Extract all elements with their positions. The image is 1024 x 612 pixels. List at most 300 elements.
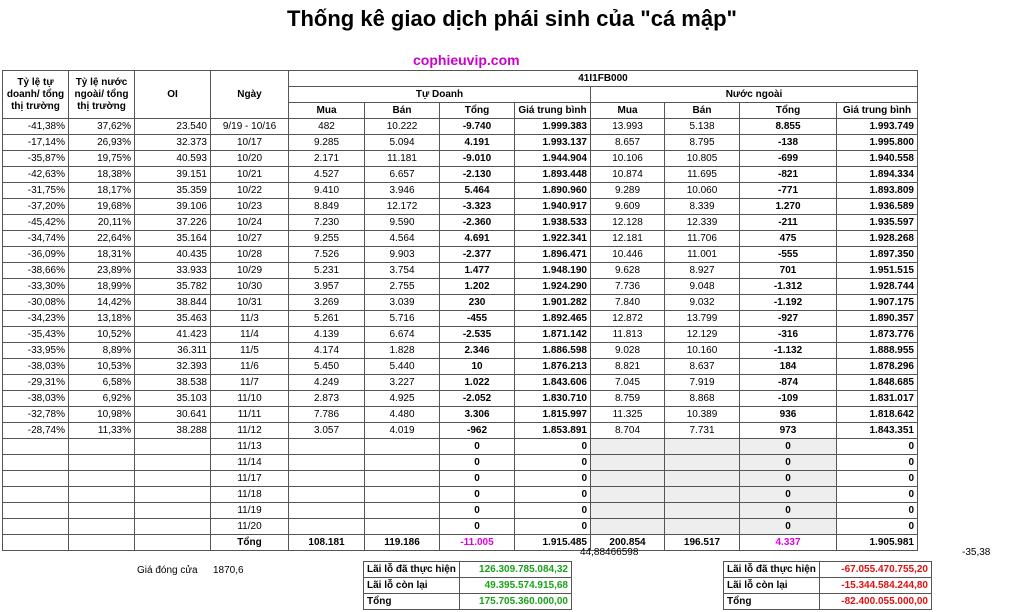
cell-nn-gia: 0 [837, 455, 918, 471]
cell-nn-tong: 0 [740, 503, 837, 519]
pl-nn-open-value: -15.344.584.244,80 [820, 578, 932, 594]
cell-oi [135, 487, 211, 503]
cell-ty-le-tu-doanh: -41,38% [3, 119, 69, 135]
cell-oi: 39.106 [135, 199, 211, 215]
table-row [3, 407, 918, 423]
cell-td-ban [365, 487, 440, 503]
cell-ty-le-nuoc-ngoai [69, 487, 135, 503]
cell-ngay: 11/19 [211, 503, 289, 519]
cell-nn-gia: 1.831.017 [837, 391, 918, 407]
cell-td-ban: 3.227 [365, 375, 440, 391]
cell-td-gia: 0 [515, 487, 591, 503]
cell-td-gia: 1.853.891 [515, 423, 591, 439]
cell-nn-ban: 10.389 [665, 407, 740, 423]
cell-td-ban: 5.716 [365, 311, 440, 327]
cell-ngay: 10/21 [211, 167, 289, 183]
nn-diff: -35,38 [962, 547, 991, 558]
cell-td-gia: 1.843.606 [515, 375, 591, 391]
cell-nn-ban [665, 471, 740, 487]
cell-ty-le-nuoc-ngoai: 14,42% [69, 295, 135, 311]
cell-ngay: 11/14 [211, 455, 289, 471]
cell-nn-mua: 7.045 [591, 375, 665, 391]
cell-td-mua: 482 [289, 119, 365, 135]
cell-nn-ban [665, 487, 740, 503]
cell-ty-le-tu-doanh: -42,63% [3, 167, 69, 183]
cell-oi: 30.641 [135, 407, 211, 423]
table-row [3, 311, 918, 327]
cell-nn-tong: -138 [740, 135, 837, 151]
cell-oi: 32.373 [135, 135, 211, 151]
cell-td-tong: -9.010 [440, 151, 515, 167]
cell-td-tong: -3.323 [440, 199, 515, 215]
cell-oi: 39.151 [135, 167, 211, 183]
cell-ngay: 10/22 [211, 183, 289, 199]
cell-nn-ban: 13.799 [665, 311, 740, 327]
cell-nn-gia: 1.843.351 [837, 423, 918, 439]
cell-ty-le-tu-doanh: -38,03% [3, 359, 69, 375]
cell-oi: 36.311 [135, 343, 211, 359]
cell-oi: 38.844 [135, 295, 211, 311]
cell-td-gia: 1.830.710 [515, 391, 591, 407]
cell-td-ban: 5.094 [365, 135, 440, 151]
cell-td-gia: 1.944.904 [515, 151, 591, 167]
cell-td-tong: 1.477 [440, 263, 515, 279]
cell-td-tong: 1.022 [440, 375, 515, 391]
cell-ty-le-nuoc-ngoai: 6,92% [69, 391, 135, 407]
cell-nn-ban: 12.129 [665, 327, 740, 343]
cell-ngay: 11/7 [211, 375, 289, 391]
cell-td-mua: 8.849 [289, 199, 365, 215]
table-row [3, 503, 918, 519]
cell-ty-le-nuoc-ngoai [69, 503, 135, 519]
cell-ty-le-nuoc-ngoai [69, 519, 135, 535]
cell-td-ban [365, 503, 440, 519]
cell-nn-gia: 1.928.744 [837, 279, 918, 295]
cell-td-tong: 0 [440, 439, 515, 455]
table-row [3, 119, 918, 135]
table-row [3, 375, 918, 391]
cell-ty-le-nuoc-ngoai: 10,52% [69, 327, 135, 343]
cell-td-tong: -2.052 [440, 391, 515, 407]
table-row [3, 343, 918, 359]
cell-ty-le-nuoc-ngoai: 37,62% [69, 119, 135, 135]
cell-nn-mua: 8.704 [591, 423, 665, 439]
cell-nn-mua: 9.609 [591, 199, 665, 215]
cell-nn-mua [591, 455, 665, 471]
cell-ngay: 10/31 [211, 295, 289, 311]
cell-nn-ban [665, 455, 740, 471]
cell-nn-ban [665, 439, 740, 455]
cell-nn-tong: -874 [740, 375, 837, 391]
cell-nn-ban: 7.731 [665, 423, 740, 439]
cell-ngay: 10/20 [211, 151, 289, 167]
cell-ngay: 10/24 [211, 215, 289, 231]
cell-ngay: 10/17 [211, 135, 289, 151]
cell-ty-le-nuoc-ngoai: 23,89% [69, 263, 135, 279]
cell-td-ban: 3.946 [365, 183, 440, 199]
cell-ty-le-tu-doanh: -33,30% [3, 279, 69, 295]
header-oi: OI [135, 71, 211, 119]
cell-ngay: 10/27 [211, 231, 289, 247]
cell-td-ban: 11.181 [365, 151, 440, 167]
cell-nn-mua [591, 519, 665, 535]
cell-nn-tong: 0 [740, 439, 837, 455]
cell-td-gia: 0 [515, 503, 591, 519]
cell-td-mua [289, 439, 365, 455]
cell-nn-mua: 8.657 [591, 135, 665, 151]
cell-nn-ban: 10.805 [665, 151, 740, 167]
cell-td-ban [365, 471, 440, 487]
cell-oi: 35.463 [135, 311, 211, 327]
total-nn-tong: 4.337 [740, 535, 837, 551]
cell-nn-mua: 12.872 [591, 311, 665, 327]
cell-nn-tong: -1.312 [740, 279, 837, 295]
pl-td-total-value: 175.705.360.000,00 [460, 594, 572, 610]
cell-nn-mua [591, 503, 665, 519]
cell-nn-tong: -211 [740, 215, 837, 231]
cell-ngay: 11/20 [211, 519, 289, 535]
cell-nn-ban: 8.339 [665, 199, 740, 215]
cell-ngay: 11/13 [211, 439, 289, 455]
cell-ty-le-nuoc-ngoai: 11,33% [69, 423, 135, 439]
cell-oi: 41.423 [135, 327, 211, 343]
cell-nn-ban: 9.032 [665, 295, 740, 311]
table-row [3, 391, 918, 407]
cell-nn-tong: 0 [740, 471, 837, 487]
cell-td-tong: -2.377 [440, 247, 515, 263]
cell-td-mua: 4.527 [289, 167, 365, 183]
cell-ty-le-tu-doanh: -38,03% [3, 391, 69, 407]
cell-td-ban: 6.674 [365, 327, 440, 343]
cell-td-tong: 4.191 [440, 135, 515, 151]
header-nn-mua: Mua [591, 103, 665, 119]
header-nn-gia: Giá trung bình [837, 103, 918, 119]
header-nn-tong: Tổng [740, 103, 837, 119]
table-row [3, 135, 918, 151]
cell-td-mua: 5.450 [289, 359, 365, 375]
cell-ty-le-tu-doanh: -35,87% [3, 151, 69, 167]
cell-ty-le-tu-doanh [3, 455, 69, 471]
cell-nn-gia: 1.890.357 [837, 311, 918, 327]
cell-td-mua: 7.230 [289, 215, 365, 231]
cell-oi: 23.540 [135, 119, 211, 135]
cell-nn-gia: 1.995.800 [837, 135, 918, 151]
cell-nn-tong: 0 [740, 455, 837, 471]
cell-td-mua: 4.249 [289, 375, 365, 391]
cell-oi: 33.933 [135, 263, 211, 279]
cell-td-mua: 3.269 [289, 295, 365, 311]
cell-td-mua: 4.139 [289, 327, 365, 343]
cell-nn-mua: 9.289 [591, 183, 665, 199]
header-tu-doanh: Tự Doanh [289, 87, 591, 103]
cell-td-tong: -455 [440, 311, 515, 327]
cell-td-gia: 1.886.598 [515, 343, 591, 359]
cell-oi: 37.226 [135, 215, 211, 231]
pl-nuoc-ngoai-table [723, 561, 932, 610]
cell-td-ban: 2.755 [365, 279, 440, 295]
table-row [3, 167, 918, 183]
cell-td-gia: 1.901.282 [515, 295, 591, 311]
cell-nn-mua: 13.993 [591, 119, 665, 135]
cell-ty-le-nuoc-ngoai: 19,68% [69, 199, 135, 215]
cell-nn-mua: 10.874 [591, 167, 665, 183]
cell-ty-le-tu-doanh: -37,20% [3, 199, 69, 215]
cell-nn-tong: 475 [740, 231, 837, 247]
closing-price-label: Giá đóng cửa [137, 565, 198, 576]
cell-nn-gia: 1.894.334 [837, 167, 918, 183]
cell-ty-le-nuoc-ngoai: 10,98% [69, 407, 135, 423]
cell-nn-tong: 1.270 [740, 199, 837, 215]
cell-td-ban: 10.222 [365, 119, 440, 135]
cell-oi: 35.164 [135, 231, 211, 247]
cell-nn-gia: 0 [837, 487, 918, 503]
cell-td-tong: 2.346 [440, 343, 515, 359]
cell-nn-gia: 1.993.749 [837, 119, 918, 135]
cell-td-gia: 1.993.137 [515, 135, 591, 151]
cell-ty-le-nuoc-ngoai: 13,18% [69, 311, 135, 327]
cell-ty-le-nuoc-ngoai: 19,75% [69, 151, 135, 167]
cell-nn-gia: 1.936.589 [837, 199, 918, 215]
cell-nn-mua: 12.128 [591, 215, 665, 231]
cell-nn-tong: -109 [740, 391, 837, 407]
cell-nn-ban: 8.795 [665, 135, 740, 151]
cell-nn-ban: 10.060 [665, 183, 740, 199]
table-row [3, 231, 918, 247]
cell-nn-ban: 10.160 [665, 343, 740, 359]
cell-nn-gia: 0 [837, 439, 918, 455]
cell-td-ban: 4.564 [365, 231, 440, 247]
cell-td-mua: 2.873 [289, 391, 365, 407]
cell-ngay: 9/19 - 10/16 [211, 119, 289, 135]
cell-td-mua: 7.786 [289, 407, 365, 423]
cell-td-gia: 0 [515, 455, 591, 471]
cell-ty-le-nuoc-ngoai: 18,17% [69, 183, 135, 199]
pl-nn-realized-value: -67.055.470.755,20 [820, 562, 932, 578]
cell-td-mua: 2.171 [289, 151, 365, 167]
cell-td-mua [289, 503, 365, 519]
cell-nn-gia: 1.878.296 [837, 359, 918, 375]
cell-td-tong: 0 [440, 487, 515, 503]
cell-ty-le-tu-doanh [3, 519, 69, 535]
cell-td-mua: 9.285 [289, 135, 365, 151]
cell-ty-le-nuoc-ngoai: 18,31% [69, 247, 135, 263]
cell-td-mua: 4.174 [289, 343, 365, 359]
cell-nn-tong: 8.855 [740, 119, 837, 135]
cell-td-tong: 10 [440, 359, 515, 375]
cell-ty-le-tu-doanh: -31,75% [3, 183, 69, 199]
cell-td-mua [289, 455, 365, 471]
cell-td-ban: 6.657 [365, 167, 440, 183]
table-row [3, 151, 918, 167]
pl-nn-open-label: Lãi lỗ còn lại [724, 578, 820, 594]
cell-td-gia: 0 [515, 471, 591, 487]
pl-td-total-label: Tổng [364, 594, 460, 610]
cell-oi: 38.538 [135, 375, 211, 391]
table-row [3, 279, 918, 295]
total-td-mua: 108.181 [289, 535, 365, 551]
cell-ngay: 11/17 [211, 471, 289, 487]
cell-td-mua: 3.957 [289, 279, 365, 295]
pl-nn-total-value: -82.400.055.000,00 [820, 594, 932, 610]
cell-oi: 35.359 [135, 183, 211, 199]
cell-td-gia: 1.871.142 [515, 327, 591, 343]
cell-oi [135, 519, 211, 535]
cell-td-gia: 1.890.960 [515, 183, 591, 199]
cell-ty-le-tu-doanh: -28,74% [3, 423, 69, 439]
cell-td-mua: 9.410 [289, 183, 365, 199]
cell-oi: 35.103 [135, 391, 211, 407]
cell-nn-tong: 936 [740, 407, 837, 423]
cell-ngay: 11/5 [211, 343, 289, 359]
cell-td-tong: -2.130 [440, 167, 515, 183]
site-link[interactable]: cophieuvip.com [413, 52, 520, 68]
total-label: Tổng [211, 535, 289, 551]
cell-ty-le-tu-doanh: -34,23% [3, 311, 69, 327]
cell-nn-gia: 1.888.955 [837, 343, 918, 359]
cell-nn-ban: 11.706 [665, 231, 740, 247]
header-td-gia: Giá trung bình [515, 103, 591, 119]
table-row [3, 439, 918, 455]
cell-ty-le-nuoc-ngoai: 18,99% [69, 279, 135, 295]
header-ty-le-nuoc-ngoai: Tỷ lệ nước ngoài/ tổng thị trường [69, 71, 135, 119]
cell-ty-le-nuoc-ngoai: 22,64% [69, 231, 135, 247]
cell-td-tong: 0 [440, 455, 515, 471]
cell-td-tong: 4.691 [440, 231, 515, 247]
cell-nn-ban: 8.927 [665, 263, 740, 279]
cell-ngay: 11/3 [211, 311, 289, 327]
cell-td-tong: -2.360 [440, 215, 515, 231]
cell-nn-ban: 12.339 [665, 215, 740, 231]
cell-td-gia: 1.922.341 [515, 231, 591, 247]
cell-td-gia: 1.893.448 [515, 167, 591, 183]
cell-td-ban: 5.440 [365, 359, 440, 375]
cell-nn-tong: 0 [740, 519, 837, 535]
cell-nn-gia: 1.897.350 [837, 247, 918, 263]
cell-nn-tong: 184 [740, 359, 837, 375]
cell-td-gia: 1.876.213 [515, 359, 591, 375]
cell-ngay: 11/18 [211, 487, 289, 503]
cell-td-gia: 1.892.465 [515, 311, 591, 327]
pl-nn-realized-label: Lãi lỗ đã thực hiện [724, 562, 820, 578]
cell-ngay: 11/11 [211, 407, 289, 423]
cell-td-gia: 1.948.190 [515, 263, 591, 279]
cell-ty-le-tu-doanh: -29,31% [3, 375, 69, 391]
cell-nn-gia: 0 [837, 519, 918, 535]
cell-nn-mua [591, 439, 665, 455]
table-row [3, 199, 918, 215]
table-row [3, 487, 918, 503]
cell-td-tong: 230 [440, 295, 515, 311]
cell-nn-gia: 1.873.776 [837, 327, 918, 343]
cell-td-gia: 1.815.997 [515, 407, 591, 423]
header-td-mua: Mua [289, 103, 365, 119]
cell-ty-le-tu-doanh: -32,78% [3, 407, 69, 423]
cell-nn-tong: -316 [740, 327, 837, 343]
total-td-tong: -11.005 [440, 535, 515, 551]
cell-ty-le-tu-doanh [3, 439, 69, 455]
cell-td-tong: -9.740 [440, 119, 515, 135]
cell-oi [135, 455, 211, 471]
cell-nn-mua: 8.759 [591, 391, 665, 407]
cell-nn-ban [665, 503, 740, 519]
cell-td-ban: 9.590 [365, 215, 440, 231]
total-td-ban: 119.186 [365, 535, 440, 551]
cell-td-mua: 5.261 [289, 311, 365, 327]
page-title: Thống kê giao dịch phái sinh của "cá mập" [287, 6, 737, 31]
cell-td-mua: 9.255 [289, 231, 365, 247]
cell-nn-mua: 8.821 [591, 359, 665, 375]
cell-nn-tong: -771 [740, 183, 837, 199]
table-row [3, 295, 918, 311]
cell-td-tong: 0 [440, 503, 515, 519]
cell-oi: 38.288 [135, 423, 211, 439]
cell-oi [135, 471, 211, 487]
cell-ty-le-tu-doanh: -34,74% [3, 231, 69, 247]
total-row [3, 535, 918, 551]
cell-ty-le-nuoc-ngoai [69, 439, 135, 455]
cell-td-ban: 12.172 [365, 199, 440, 215]
cell-ngay: 11/12 [211, 423, 289, 439]
cell-nn-tong: 0 [740, 487, 837, 503]
cell-nn-tong: 701 [740, 263, 837, 279]
cell-td-mua [289, 487, 365, 503]
td-diff: 44,88466598 [580, 547, 639, 558]
cell-nn-mua: 12.181 [591, 231, 665, 247]
total-nn-mua: 200.854 [591, 535, 665, 551]
cell-ty-le-tu-doanh [3, 487, 69, 503]
cell-td-ban: 4.925 [365, 391, 440, 407]
cell-td-gia: 1.924.290 [515, 279, 591, 295]
table-row [3, 455, 918, 471]
total-td-gia: 1.915.485 [515, 535, 591, 551]
cell-nn-ban: 8.868 [665, 391, 740, 407]
cell-ty-le-tu-doanh: -33,95% [3, 343, 69, 359]
cell-ty-le-tu-doanh: -30,08% [3, 295, 69, 311]
cell-ty-le-nuoc-ngoai: 8,89% [69, 343, 135, 359]
cell-ngay: 10/29 [211, 263, 289, 279]
cell-nn-gia: 1.935.597 [837, 215, 918, 231]
cell-ty-le-nuoc-ngoai: 18,38% [69, 167, 135, 183]
header-ngay: Ngày [211, 71, 289, 119]
pl-td-open-label: Lãi lỗ còn lại [364, 578, 460, 594]
cell-nn-ban: 11.001 [665, 247, 740, 263]
cell-nn-tong: -927 [740, 311, 837, 327]
cell-td-tong: 0 [440, 471, 515, 487]
cell-ty-le-nuoc-ngoai [69, 455, 135, 471]
cell-nn-gia: 0 [837, 471, 918, 487]
header-contract: 41I1FB000 [289, 71, 918, 87]
pl-td-realized-value: 126.309.785.084,32 [460, 562, 572, 578]
cell-nn-ban [665, 519, 740, 535]
header-td-ban: Bán [365, 103, 440, 119]
cell-td-ban [365, 455, 440, 471]
cell-oi: 40.593 [135, 151, 211, 167]
cell-td-ban: 3.039 [365, 295, 440, 311]
cell-ngay: 10/30 [211, 279, 289, 295]
cell-td-gia: 1.938.533 [515, 215, 591, 231]
cell-nn-mua [591, 471, 665, 487]
cell-nn-ban: 11.695 [665, 167, 740, 183]
pl-td-realized-label: Lãi lỗ đã thực hiện [364, 562, 460, 578]
cell-td-ban: 4.019 [365, 423, 440, 439]
cell-nn-tong: 973 [740, 423, 837, 439]
table-row [3, 183, 918, 199]
pl-nn-total-label: Tổng [724, 594, 820, 610]
cell-nn-ban: 7.919 [665, 375, 740, 391]
cell-ty-le-tu-doanh: -38,66% [3, 263, 69, 279]
cell-td-tong: -962 [440, 423, 515, 439]
cell-ty-le-tu-doanh: -36,09% [3, 247, 69, 263]
